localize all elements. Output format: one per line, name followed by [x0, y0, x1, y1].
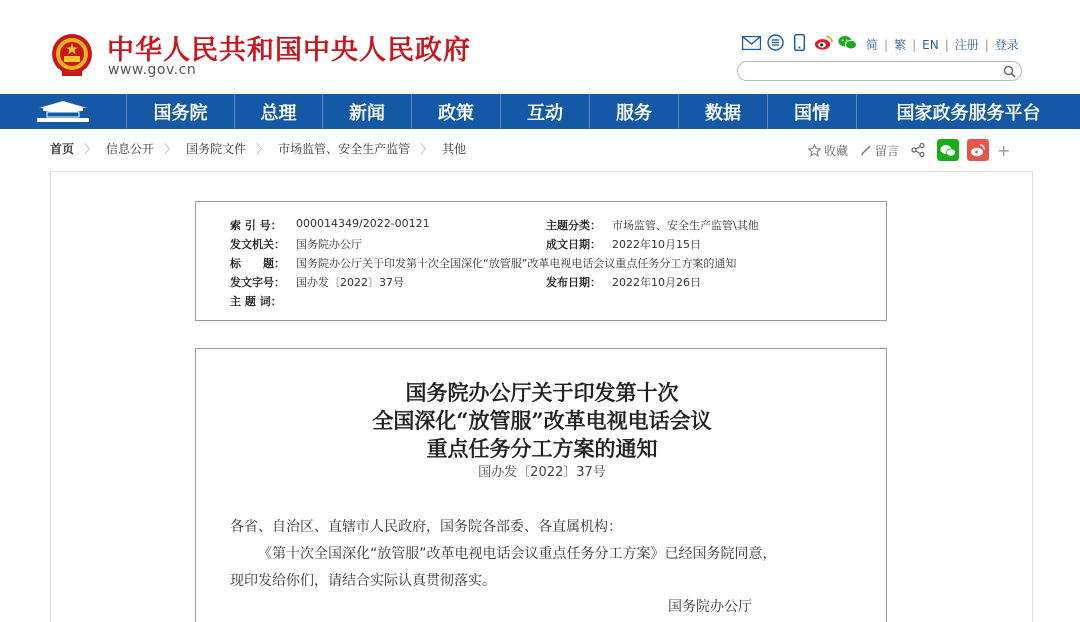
weibo-icon[interactable] [814, 34, 833, 51]
favorite-button[interactable] [808, 142, 848, 159]
meta-title-value: 国务院办公厅关于印发第十次全国深化“放管服”改革电视电话会议重点任务分工方案的通知 [296, 257, 737, 270]
breadcrumb-state-council-docs[interactable]: 国务院文件 [186, 142, 247, 156]
comment-button[interactable] [860, 142, 899, 159]
document-number: 国办发〔2022〕37号 [478, 465, 606, 480]
document-salutation: 各省、自治区、直辖市人民政府，国务院各部委、各直属机构： [230, 519, 622, 535]
top-icon-bar [742, 34, 857, 51]
meta-issuer-label: 发文机关： [230, 238, 285, 251]
search-input[interactable] [737, 61, 1022, 81]
meta-keywords-label: 主 题 词： [230, 295, 282, 308]
pen-icon [860, 144, 872, 156]
english-link[interactable]: EN [922, 37, 939, 52]
meta-created [546, 236, 701, 252]
wechat-icon[interactable] [838, 34, 857, 51]
wechat-icon [940, 144, 956, 157]
meta-index-value: 000014349/2022-00121 [296, 217, 430, 230]
nav-news[interactable]: 新闻 [323, 94, 412, 129]
nav-services[interactable]: 服务 [590, 94, 679, 129]
share-icon [911, 143, 925, 157]
meta-issuer-value: 国务院办公厅 [296, 238, 362, 251]
meta-index-label: 索 引 号： [230, 219, 282, 232]
document-body-line-2: 现印发给你们，请结合实际认真贯彻落实。 [230, 573, 496, 589]
national-emblem-icon[interactable] [50, 32, 94, 78]
chevron-right-icon: 〉 [420, 142, 433, 156]
meta-title [230, 255, 736, 271]
document-body [195, 348, 887, 622]
traditional-link[interactable]: 繁 [894, 38, 907, 52]
meta-created-value: 2022年10月15日 [612, 238, 701, 251]
chevron-right-icon: 〉 [84, 142, 97, 156]
site-header [0, 0, 1080, 94]
chevron-right-icon: 〉 [256, 142, 269, 156]
nav-national-conditions[interactable]: 国情 [768, 94, 857, 129]
nav-state-council[interactable]: 国务院 [127, 94, 235, 129]
meta-title-label: 标 题： [230, 257, 285, 270]
meta-category [546, 217, 759, 233]
nav-policy[interactable]: 政策 [412, 94, 501, 129]
breadcrumb-home[interactable]: 首页 [50, 142, 75, 156]
document-metadata [195, 201, 887, 321]
nav-gov-service-platform[interactable]: 国家政务服务平台 [896, 102, 1041, 124]
site-title[interactable]: 中华人民共和国中央人民政府 [107, 35, 471, 66]
search-icon[interactable] [1003, 65, 1016, 78]
meta-category-value: 市场监管、安全生产监管\其他 [612, 219, 759, 232]
share-button[interactable] [911, 143, 925, 157]
rss-icon[interactable] [766, 34, 785, 51]
page-tools [808, 139, 1010, 161]
document-title-line-3: 重点任务分工方案的通知 [426, 436, 658, 461]
meta-created-label: 成文日期： [546, 238, 601, 251]
star-icon [808, 144, 821, 157]
meta-docno-label: 发文字号： [230, 276, 285, 289]
meta-published-label: 发布日期： [546, 276, 601, 289]
meta-category-label: 主题分类： [546, 219, 601, 232]
nav-data[interactable]: 数据 [679, 94, 768, 129]
wechat-share-button[interactable] [937, 139, 959, 161]
meta-published-value: 2022年10月26日 [612, 276, 701, 289]
breadcrumb-market-regulation[interactable]: 市场监管、安全生产监管 [278, 142, 411, 156]
weibo-share-button[interactable] [967, 139, 989, 161]
language-links: 简 | 繁 | EN | 注册 | 登录 [866, 37, 1019, 52]
meta-index [230, 217, 430, 233]
document-body-line-1: 《第十次全国深化“放管服”改革电视电话会议重点任务分工方案》已经国务院同意， [258, 546, 777, 562]
login-link[interactable]: 登录 [994, 38, 1019, 52]
simplified-link[interactable]: 简 [866, 38, 879, 52]
document-title-line-2: 全国深化“放管服”改革电视电话会议 [372, 408, 712, 433]
mobile-icon[interactable] [790, 34, 809, 51]
more-share-button[interactable]: + [997, 140, 1011, 160]
tiananmen-icon[interactable] [0, 94, 127, 129]
document-signature: 国务院办公厅 [668, 599, 752, 615]
meta-docno [230, 274, 404, 290]
comment-label: 留言 [875, 143, 900, 158]
breadcrumb-info-disclosure[interactable]: 信息公开 [106, 142, 155, 156]
weibo-icon [970, 143, 986, 157]
main-nav [0, 94, 1080, 129]
meta-keywords [230, 293, 296, 309]
nav-premier[interactable]: 总理 [235, 94, 323, 129]
nav-interaction[interactable]: 互动 [501, 94, 590, 129]
meta-docno-value: 国办发〔2022〕37号 [296, 276, 404, 289]
meta-published [546, 274, 701, 290]
mail-icon[interactable] [742, 34, 761, 51]
site-url[interactable]: www.gov.cn [108, 62, 197, 78]
document-title-line-1: 国务院办公厅关于印发第十次 [405, 380, 679, 405]
chevron-right-icon: 〉 [164, 142, 177, 156]
favorite-label: 收藏 [824, 143, 849, 158]
breadcrumb [50, 140, 466, 157]
register-link[interactable]: 注册 [954, 38, 979, 52]
breadcrumb-other[interactable]: 其他 [442, 142, 467, 156]
meta-issuer [230, 236, 362, 252]
